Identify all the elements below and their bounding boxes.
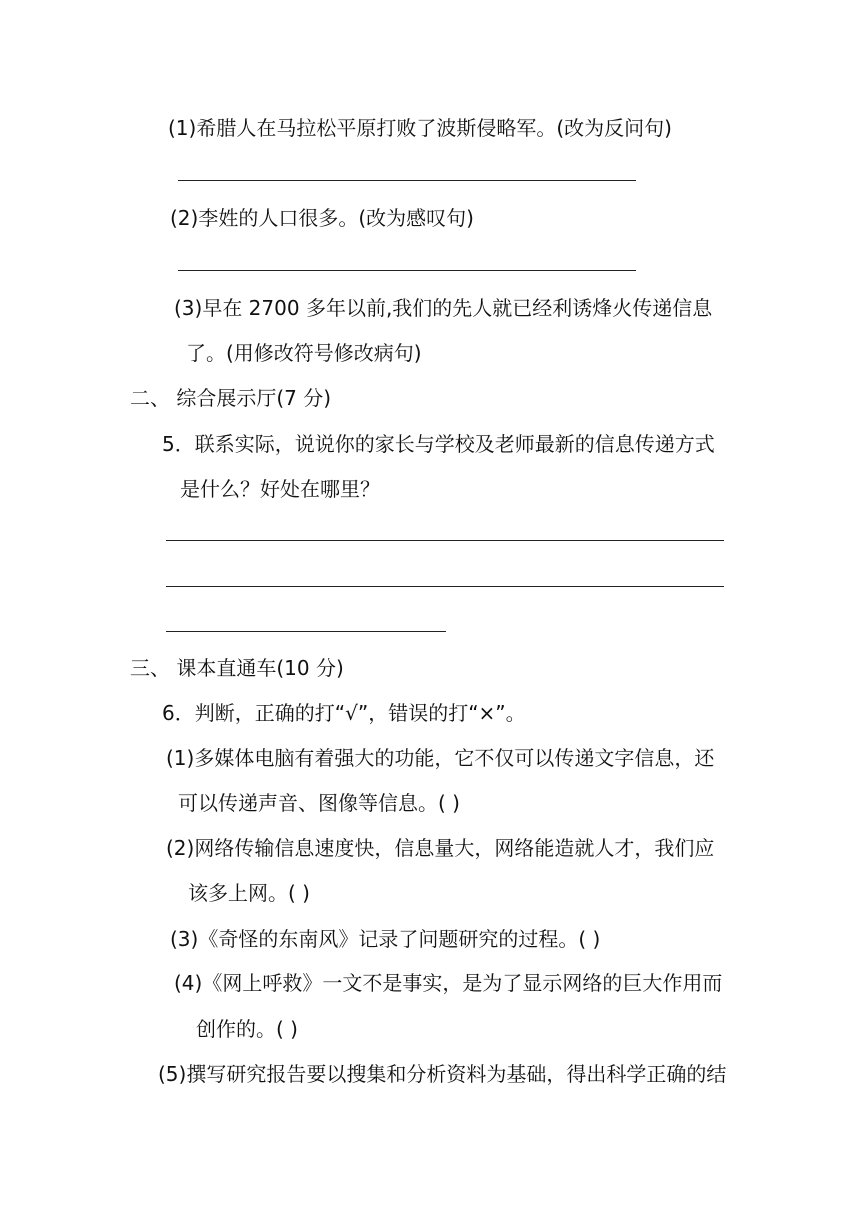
q6-item-5-line1: (5)撰写研究报告要以搜集和分析资料为基础，得出科学正确的结 — [158, 1062, 727, 1086]
q5-line1: 5．联系实际，说说你的家长与学校及老师最新的信息传递方式 — [162, 432, 715, 456]
q6-item-1-line2: 可以传递声音、图像等信息。( ) — [178, 791, 460, 815]
q6-item-4-line2: 创作的。( ) — [196, 1017, 298, 1041]
answer-line-2[interactable] — [178, 270, 636, 271]
q6-item-2-line1: (2)网络传输信息速度快，信息量大，网络能造就人才，我们应 — [166, 836, 715, 860]
q6-title: 6．判断，正确的打“√”，错误的打“×”。 — [162, 701, 526, 725]
q4-item-3-line2: 了。(用修改符号修改病句) — [186, 341, 422, 365]
q6-item-2-line2: 该多上网。( ) — [188, 881, 310, 905]
q4-item-3-line1: (3)早在 2700 多年以前,我们的先人就已经利诱烽火传递信息 — [174, 296, 713, 320]
q5-line2: 是什么？好处在哪里？ — [180, 477, 380, 501]
q6-item-3: (3)《奇怪的东南风》记录了问题研究的过程。( ) — [170, 927, 601, 951]
answer-line-1[interactable] — [178, 180, 636, 181]
answer-line-q5-3[interactable] — [166, 631, 446, 632]
section-3-heading: 三、 课本直通车(10 分) — [130, 656, 344, 680]
q6-item-4-line1: (4)《网上呼救》一文不是事实，是为了显示网络的巨大作用而 — [174, 971, 723, 995]
q4-item-1: (1)希腊人在马拉松平原打败了波斯侵略军。(改为反问句) — [168, 116, 672, 140]
answer-line-q5-1[interactable] — [166, 540, 724, 541]
section-2-heading: 二、 综合展示厅(7 分) — [130, 386, 332, 410]
q6-item-1-line1: (1)多媒体电脑有着强大的功能，它不仅可以传递文字信息，还 — [166, 746, 715, 770]
q4-item-2: (2)李姓的人口很多。(改为感叹句) — [170, 206, 474, 230]
answer-line-q5-2[interactable] — [166, 586, 724, 587]
